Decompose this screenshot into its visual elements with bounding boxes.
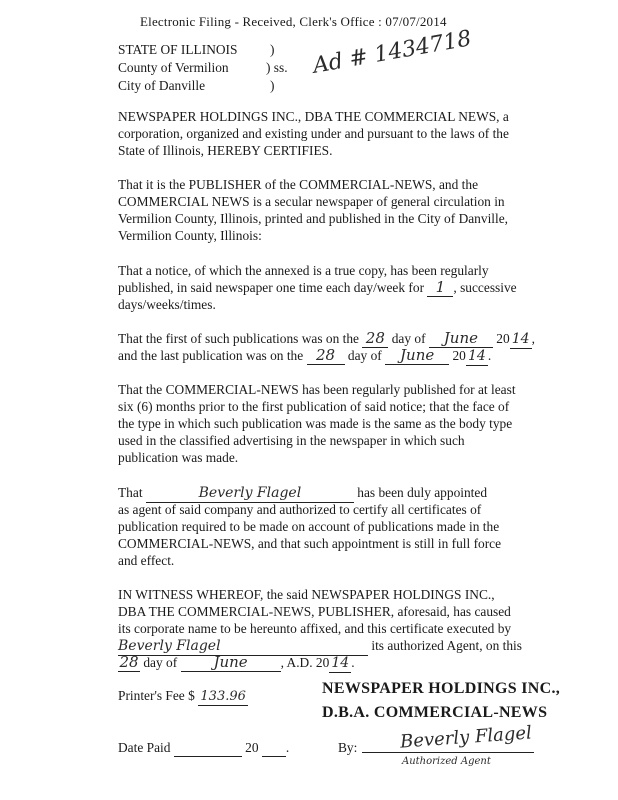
para2-line-2-start: published, in said newspaper one time each day/week for [118,280,425,295]
witness-month: June [181,654,281,672]
intro-line-3: State of Illinois, HEREBY CERTIFIES. [118,143,333,158]
para4-line-1: That the COMMERCIAL-NEWS has been regularly published for at least [118,382,516,397]
date-paid-blank [174,739,242,757]
venue-state: STATE OF ILLINOIS [118,42,238,57]
intro-line-2: corporation, organized and existing under and pursuant to the laws of the [118,126,509,141]
agent-name-handwritten: Beverly Flagel [146,485,354,503]
para2-line-2-end: , successive [453,280,517,295]
first-pub-day: 28 [362,330,388,348]
times-count: 1 [427,279,453,297]
by-label: By: [338,740,358,755]
venue-county: County of Vermilion [118,60,229,75]
ad-number-handwritten: Ad # 1434718 [311,26,474,79]
date-paid-year-blank [262,739,286,757]
first-pub-century: 20 [496,331,510,346]
printers-fee [118,687,248,706]
first-pub-year: 14 [510,331,532,349]
witness-period: . [351,655,355,670]
intro-line-1: NEWSPAPER HOLDINGS INC., DBA THE COMMERCIAL NEWS, a [118,109,509,124]
witness-authorized-agent: its authorized Agent, on this [371,638,522,653]
last-publication-line [118,347,491,366]
para4-line-3: the type in which such publication was made is the same as the body type [118,416,513,431]
last-pub-day: 28 [307,347,345,365]
witness-line-2: DBA THE COMMERCIAL-NEWS, PUBLISHER, aforesaid, has caused [118,604,511,619]
signature-caption: Authorized Agent [402,756,491,767]
para1-line-1: That it is the PUBLISHER of the COMMERCIAL-NEWS, and the [118,177,479,192]
venue-ss: ) ss. [266,60,288,75]
last-pub-text: and the last publication was on the [118,348,304,363]
last-pub-century: 20 [452,348,466,363]
para1-line-2: COMMERCIAL NEWS is a secular newspaper of general circulation in [118,194,505,209]
last-pub-year: 14 [466,348,488,366]
date-paid-line: Date Paid 20 . [118,740,290,755]
para5-line-2: as agent of said company and authorized to certify all certificates of [118,502,482,517]
first-pub-dayof: day of [391,331,426,346]
para1-line-3: Vermilion County, Illinois, printed and published in the City of Danville, [118,211,509,226]
para2-line-3: days/weeks/times. [118,297,216,312]
para5-line-4: COMMERCIAL-NEWS, and that such appointment is still in full force [118,536,502,551]
witness-year: 14 [329,655,351,673]
last-pub-month: June [385,347,449,365]
first-pub-text: That the first of such publications was on the [118,331,359,346]
agent-signature: Beverly Flagel [399,722,533,753]
witness-ad: , A.D. 20 [280,655,330,670]
witness-line-1: IN WITNESS WHEREOF, the said NEWSPAPER HOLDINGS INC., [118,587,495,602]
filing-stamp: Electronic Filing - Received, Clerk's Office : 07/07/2014 [140,14,447,29]
witness-agent-handwritten: Beverly Flagel [118,638,368,656]
para4-line-2: six (6) months prior to the first publication of said notice; that the face of [118,399,510,414]
witness-line-5 [118,654,355,673]
first-pub-month: June [429,330,493,348]
para4-line-4: used in the classified advertising in the newspaper in which such [118,433,465,448]
venue-paren: ) [270,42,275,57]
para4-line-5: publication was made. [118,450,239,465]
para5-duly-appointed: has been duly appointed [357,485,488,500]
last-pub-dayof: day of [347,348,382,363]
first-pub-comma: , [531,331,536,346]
para5-line-5: and effect. [118,553,175,568]
signature-line [362,752,534,753]
fee-value: 133.96 [198,688,248,706]
para2-line-1: That a notice, of which the annexed is a true copy, has been regularly [118,263,489,278]
venue-paren-2: ) [270,78,275,93]
para1-line-4: Vermilion County, Illinois: [118,228,262,243]
date-paid-century: 20 [245,740,259,755]
date-paid-label: Date Paid [118,740,171,755]
witness-day: 28 [119,653,139,671]
last-pub-period: . [487,348,492,363]
para5-line-3: publication required to be made on account of publications made in the [118,519,500,534]
fee-label: Printer's Fee $ [118,688,195,703]
para5-that: That [118,485,143,500]
para2-line-2 [118,279,517,297]
witness-line-3: its corporate name to be hereunto affixed, and this certificate executed by [118,621,512,636]
company-name-stamp-2: D.B.A. COMMERCIAL-NEWS [322,704,548,721]
company-name-stamp-1: NEWSPAPER HOLDINGS INC., [322,680,561,697]
venue-city: City of Danville [118,78,206,93]
witness-dayof: day of [143,655,178,670]
